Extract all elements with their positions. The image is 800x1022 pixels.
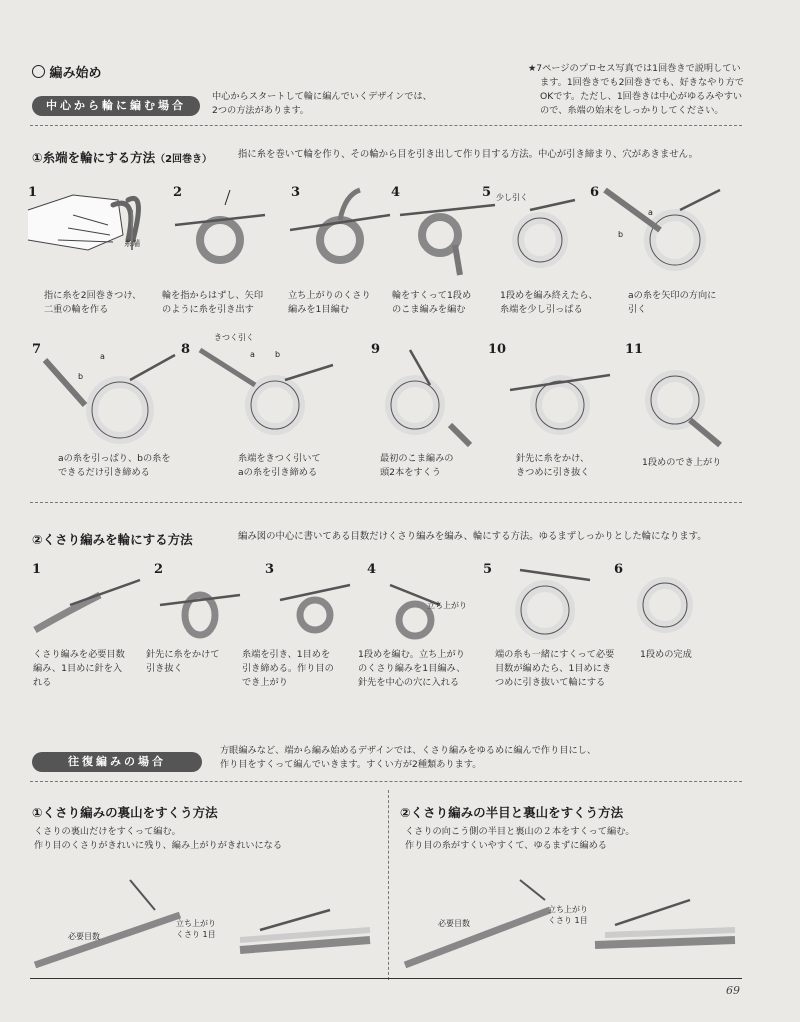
flat2-line-2: 作り目の糸がすくいやすくて、ゆるまずに編める bbox=[405, 840, 607, 851]
section-ring-desc-1: 中心からスタートして輪に編んでいくデザインでは、 bbox=[212, 91, 432, 102]
m2-step4-number: 4 bbox=[367, 562, 377, 577]
step2-caption-1: 輪を指からはずし、矢印 bbox=[162, 290, 264, 301]
step7-illustration bbox=[40, 350, 180, 450]
m2-step5-caption-2: 目数が編めたら、1目めにき bbox=[495, 663, 612, 674]
step11-illustration bbox=[620, 345, 730, 445]
divider bbox=[30, 502, 742, 503]
m2-step5-illustration bbox=[500, 565, 600, 645]
step9-illustration bbox=[370, 345, 480, 445]
flat1-line-1: くさりの裏山だけをすくって編む。 bbox=[34, 826, 181, 837]
method1-title-block bbox=[32, 148, 212, 166]
flat1-title: ①くさり編みの裏山をすくう方法 bbox=[32, 805, 218, 820]
step8-caption-2: aの糸を引き締める bbox=[238, 467, 318, 478]
label-itohashi: 糸端 bbox=[124, 239, 140, 248]
step6-caption-1: aの糸を矢印の方向に bbox=[628, 290, 717, 301]
m2-step2-caption-2: 引き抜く bbox=[146, 663, 183, 674]
step10-caption-2: きつめに引き抜く bbox=[516, 467, 590, 478]
step1-illustration bbox=[28, 180, 178, 290]
m2-step1-caption-3: れる bbox=[33, 677, 52, 688]
method1-subtitle: （2回巻き） bbox=[155, 154, 213, 165]
m2-step3-illustration bbox=[270, 575, 360, 645]
note-line-3: OKです。ただし、1回巻きは中心がゆるみやすい bbox=[540, 91, 743, 102]
method1-title: ①糸端を輪にする方法 bbox=[32, 150, 156, 165]
step8-illustration bbox=[195, 345, 335, 445]
step5-caption-2: 糸端を少し引っぱる bbox=[500, 304, 583, 315]
method1-desc: 指に糸を巻いて輪を作り、その輪から目を引き出して作り目する方法。中心が引き締まり、穴があきません。 bbox=[238, 149, 698, 160]
section-ring-label: 中心から輪に編む場合 bbox=[32, 96, 200, 116]
step9-number: 9 bbox=[371, 342, 381, 357]
label-sukoshi: 少し引く bbox=[496, 193, 528, 202]
flat2-label-hitsuyou: 必要目数 bbox=[438, 919, 470, 928]
flat1-label-hitsuyou: 必要目数 bbox=[68, 932, 100, 941]
flat1-label-tachi-2: くさり 1目 bbox=[176, 930, 216, 939]
page-title: 編み始め bbox=[49, 66, 102, 81]
note-line-2: ます。1回巻きでも2回巻きでも、好きなやり方で bbox=[540, 77, 744, 88]
section-ring-desc-2: 2つの方法があります。 bbox=[212, 105, 309, 116]
step11-caption-1: 1段めのでき上がり bbox=[642, 457, 722, 468]
note-line-1: ★7ページのプロセス写真では1回巻きで説明してい bbox=[528, 63, 741, 74]
flat1-label-tachi-1: 立ち上がり bbox=[176, 919, 216, 928]
section-flat-desc-2: 作り目をすくって編んでいきます。すくい方が2種類あります。 bbox=[220, 759, 482, 770]
step10-number: 10 bbox=[488, 342, 507, 357]
m2-step1-caption-1: くさり編みを必要目数 bbox=[33, 649, 125, 660]
divider bbox=[30, 781, 742, 782]
step6-caption-2: 引く bbox=[628, 304, 647, 315]
note-line-4: ので、糸端の始末をしっかりしてください。 bbox=[540, 105, 724, 116]
label-b-7: b bbox=[78, 372, 84, 381]
m2-step5-caption-3: つめに引き抜いて輪にする bbox=[495, 677, 606, 688]
circle-icon bbox=[32, 65, 45, 78]
step3-caption-1: 立ち上がりのくさり bbox=[288, 290, 371, 301]
method2-title: ②くさり編みを輪にする方法 bbox=[32, 532, 193, 547]
step8-caption-1: 糸端をきつく引いて bbox=[238, 453, 321, 464]
m2-step5-caption-1: 端の糸も一緒にすくって必要 bbox=[495, 649, 615, 660]
m2-step6-caption-1: 1段めの完成 bbox=[640, 649, 692, 660]
method2-desc: 編み図の中心に書いてある目数だけくさり編みを編み、輪にする方法。ゆるまずしっかりとした輪になります。 bbox=[238, 531, 707, 542]
m2-step5-number: 5 bbox=[483, 562, 493, 577]
step9-caption-1: 最初のこま編みの bbox=[380, 453, 454, 464]
step7-caption-1: aの糸を引っぱり、bの糸を bbox=[58, 453, 171, 464]
m2-step1-number: 1 bbox=[32, 562, 42, 577]
page-number: 69 bbox=[726, 984, 740, 997]
m2-step2-caption-1: 針先に糸をかけて bbox=[146, 649, 220, 660]
m2-step4-caption-1: 1段めを編む。立ち上がり bbox=[358, 649, 465, 660]
step10-illustration bbox=[505, 350, 615, 445]
m2-step4-caption-2: のくさり編みを1目編み、 bbox=[358, 663, 466, 674]
step9-caption-2: 頭2本をすくう bbox=[380, 467, 441, 478]
label-a-6: a bbox=[648, 208, 653, 217]
page-title-block bbox=[32, 62, 102, 81]
step4-caption-1: 輪をすくって1段め bbox=[392, 290, 472, 301]
m2-step6-illustration bbox=[620, 565, 720, 645]
step1-caption-2: 二重の輪を作る bbox=[44, 304, 109, 315]
m2-step6-number: 6 bbox=[614, 562, 624, 577]
section-flat-label: 往復編みの場合 bbox=[32, 752, 202, 772]
label-b-8: b bbox=[275, 350, 281, 359]
m2-step4-caption-3: 針先を中心の穴に入れる bbox=[358, 677, 460, 688]
step1-caption-1: 指に糸を2回巻きつけ、 bbox=[44, 290, 142, 301]
m2-step2-illustration bbox=[155, 575, 245, 645]
step1-number: 1 bbox=[28, 185, 38, 200]
label-a-8: a bbox=[250, 350, 255, 359]
step5-number: 5 bbox=[482, 185, 492, 200]
step2-number: 2 bbox=[173, 185, 183, 200]
step10-caption-1: 針先に糸をかけ、 bbox=[516, 453, 590, 464]
divider bbox=[30, 125, 742, 126]
flat1-line-2: 作り目のくさりがきれいに残り、編み上がりがきれいになる bbox=[34, 840, 283, 851]
step4-caption-2: のこま編みを編む bbox=[392, 304, 466, 315]
m2-step3-caption-2: 引き締める。作り目の bbox=[242, 663, 334, 674]
label-kitsuku: きつく引く bbox=[214, 333, 254, 342]
m2-step3-caption-3: でき上がり bbox=[242, 677, 288, 688]
flat2-line-1: くさりの向こう側の半目と裏山の２本をすくって編む。 bbox=[405, 826, 635, 837]
m2-step3-number: 3 bbox=[265, 562, 275, 577]
step3-caption-2: 編みを1目編む bbox=[288, 304, 349, 315]
step2-caption-2: のように糸を引き出す bbox=[162, 304, 254, 315]
flat2-label-tachi-1: 立ち上がり bbox=[548, 905, 588, 914]
section-flat-desc-1: 方眼編みなど、端から編み始めるデザインでは、くさり編みをゆるめに編んで作り目にし、 bbox=[220, 745, 597, 756]
step3-illustration bbox=[285, 185, 395, 280]
flat2-title: ②くさり編みの半目と裏山をすくう方法 bbox=[400, 805, 624, 820]
step4-number: 4 bbox=[391, 185, 401, 200]
footer-rule bbox=[30, 978, 742, 979]
step3-number: 3 bbox=[291, 185, 301, 200]
label-a-7: a bbox=[100, 352, 105, 361]
step11-number: 11 bbox=[625, 342, 644, 357]
label-tachiagari: 立ち上がり bbox=[427, 601, 467, 610]
step7-caption-2: できるだけ引き締める bbox=[58, 467, 150, 478]
step5-caption-1: 1段めを編み終えたら、 bbox=[500, 290, 598, 301]
m2-step3-caption-1: 糸端を引き、1目めを bbox=[242, 649, 331, 660]
m2-step1-caption-2: 編み、1目めに針を入 bbox=[33, 663, 123, 674]
step7-number: 7 bbox=[32, 342, 42, 357]
label-b-6: b bbox=[618, 230, 624, 239]
step8-number: 8 bbox=[181, 342, 191, 357]
step6-number: 6 bbox=[590, 185, 600, 200]
m2-step1-illustration bbox=[30, 570, 150, 640]
m2-step2-number: 2 bbox=[154, 562, 164, 577]
divider bbox=[388, 790, 389, 980]
flat2-label-tachi-2: くさり 1目 bbox=[548, 916, 588, 925]
step5-illustration bbox=[500, 195, 590, 280]
